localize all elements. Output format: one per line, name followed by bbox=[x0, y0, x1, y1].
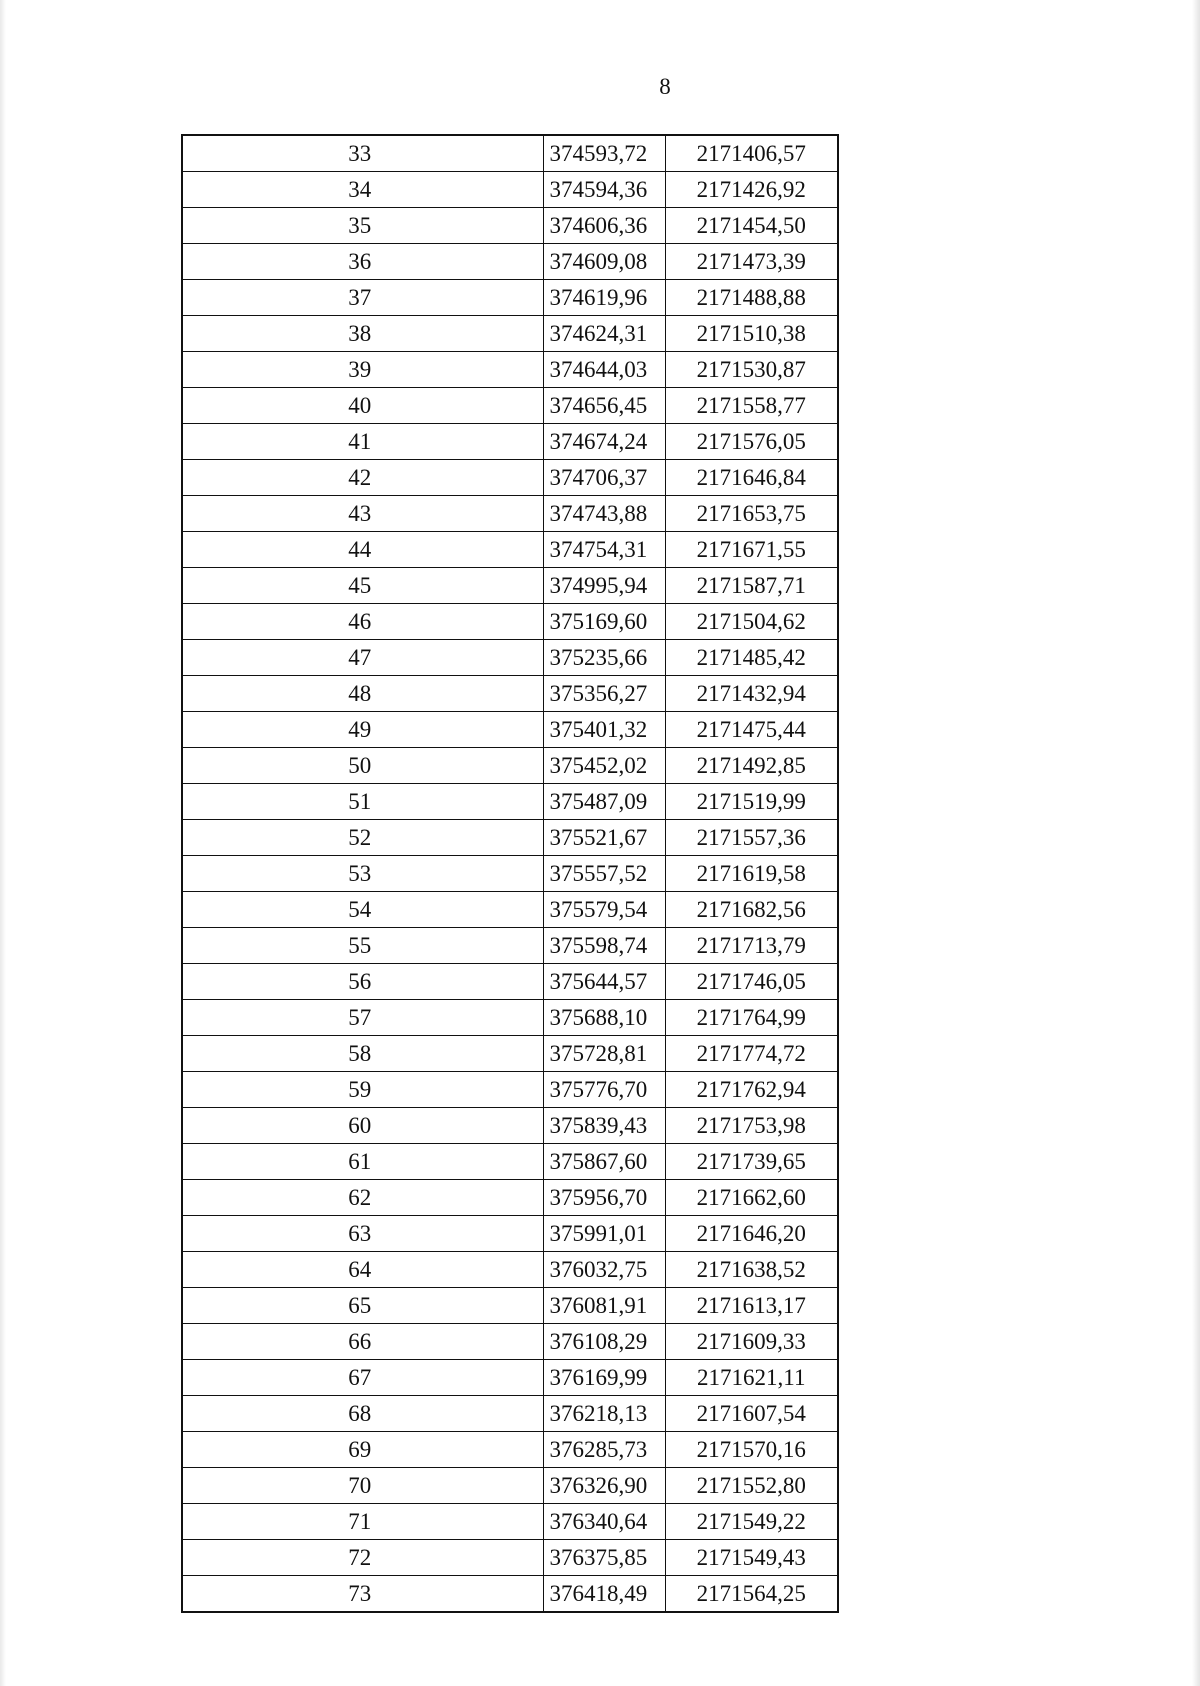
point-number-cell: 42 bbox=[182, 460, 543, 496]
point-number-cell: 45 bbox=[182, 568, 543, 604]
y-coordinate-cell: 2171762,94 bbox=[665, 1072, 838, 1108]
y-coordinate-cell: 2171473,39 bbox=[665, 244, 838, 280]
x-coordinate-cell: 374706,37 bbox=[543, 460, 665, 496]
y-coordinate-cell: 2171638,52 bbox=[665, 1252, 838, 1288]
y-coordinate-cell: 2171558,77 bbox=[665, 388, 838, 424]
page-number: 8 bbox=[659, 74, 671, 99]
table-row bbox=[182, 748, 838, 784]
table-row bbox=[182, 1072, 838, 1108]
x-coordinate-cell: 374743,88 bbox=[543, 496, 665, 532]
point-number-cell: 67 bbox=[182, 1360, 543, 1396]
x-coordinate-cell: 375867,60 bbox=[543, 1144, 665, 1180]
coordinates-table bbox=[181, 134, 839, 1613]
y-coordinate-cell: 2171653,75 bbox=[665, 496, 838, 532]
point-number-cell: 40 bbox=[182, 388, 543, 424]
table-row bbox=[182, 676, 838, 712]
point-number-cell: 36 bbox=[182, 244, 543, 280]
table-row bbox=[182, 1324, 838, 1360]
x-coordinate-cell: 375579,54 bbox=[543, 892, 665, 928]
x-coordinate-cell: 376081,91 bbox=[543, 1288, 665, 1324]
x-coordinate-cell: 375169,60 bbox=[543, 604, 665, 640]
table-row bbox=[182, 1468, 838, 1504]
point-number-cell: 66 bbox=[182, 1324, 543, 1360]
table-row bbox=[182, 1000, 838, 1036]
y-coordinate-cell: 2171406,57 bbox=[665, 135, 838, 172]
x-coordinate-cell: 375839,43 bbox=[543, 1108, 665, 1144]
point-number-cell: 57 bbox=[182, 1000, 543, 1036]
table-row bbox=[182, 135, 838, 172]
y-coordinate-cell: 2171549,22 bbox=[665, 1504, 838, 1540]
y-coordinate-cell: 2171682,56 bbox=[665, 892, 838, 928]
table-row bbox=[182, 820, 838, 856]
table-row bbox=[182, 280, 838, 316]
table-row bbox=[182, 1360, 838, 1396]
point-number-cell: 73 bbox=[182, 1576, 543, 1613]
y-coordinate-cell: 2171613,17 bbox=[665, 1288, 838, 1324]
x-coordinate-cell: 375235,66 bbox=[543, 640, 665, 676]
table-row bbox=[182, 1396, 838, 1432]
y-coordinate-cell: 2171492,85 bbox=[665, 748, 838, 784]
y-coordinate-cell: 2171504,62 bbox=[665, 604, 838, 640]
y-coordinate-cell: 2171570,16 bbox=[665, 1432, 838, 1468]
x-coordinate-cell: 376375,85 bbox=[543, 1540, 665, 1576]
point-number-cell: 37 bbox=[182, 280, 543, 316]
table-row bbox=[182, 892, 838, 928]
x-coordinate-cell: 376418,49 bbox=[543, 1576, 665, 1613]
x-coordinate-cell: 376032,75 bbox=[543, 1252, 665, 1288]
x-coordinate-cell: 375487,09 bbox=[543, 784, 665, 820]
x-coordinate-cell: 374593,72 bbox=[543, 135, 665, 172]
x-coordinate-cell: 374674,24 bbox=[543, 424, 665, 460]
table-row bbox=[182, 316, 838, 352]
point-number-cell: 43 bbox=[182, 496, 543, 532]
table-row bbox=[182, 640, 838, 676]
point-number-cell: 44 bbox=[182, 532, 543, 568]
table-row bbox=[182, 604, 838, 640]
x-coordinate-cell: 374619,96 bbox=[543, 280, 665, 316]
table-row bbox=[182, 1180, 838, 1216]
y-coordinate-cell: 2171530,87 bbox=[665, 352, 838, 388]
point-number-cell: 35 bbox=[182, 208, 543, 244]
y-coordinate-cell: 2171609,33 bbox=[665, 1324, 838, 1360]
point-number-cell: 34 bbox=[182, 172, 543, 208]
table-row bbox=[182, 928, 838, 964]
table-row bbox=[182, 1432, 838, 1468]
point-number-cell: 72 bbox=[182, 1540, 543, 1576]
y-coordinate-cell: 2171488,88 bbox=[665, 280, 838, 316]
point-number-cell: 65 bbox=[182, 1288, 543, 1324]
table-row bbox=[182, 1288, 838, 1324]
point-number-cell: 71 bbox=[182, 1504, 543, 1540]
y-coordinate-cell: 2171646,84 bbox=[665, 460, 838, 496]
x-coordinate-cell: 376218,13 bbox=[543, 1396, 665, 1432]
x-coordinate-cell: 376326,90 bbox=[543, 1468, 665, 1504]
x-coordinate-cell: 376285,73 bbox=[543, 1432, 665, 1468]
point-number-cell: 41 bbox=[182, 424, 543, 460]
point-number-cell: 38 bbox=[182, 316, 543, 352]
page-edge-left bbox=[0, 0, 6, 1686]
point-number-cell: 55 bbox=[182, 928, 543, 964]
point-number-cell: 62 bbox=[182, 1180, 543, 1216]
x-coordinate-cell: 375728,81 bbox=[543, 1036, 665, 1072]
y-coordinate-cell: 2171510,38 bbox=[665, 316, 838, 352]
point-number-cell: 59 bbox=[182, 1072, 543, 1108]
y-coordinate-cell: 2171576,05 bbox=[665, 424, 838, 460]
x-coordinate-cell: 374594,36 bbox=[543, 172, 665, 208]
y-coordinate-cell: 2171564,25 bbox=[665, 1576, 838, 1613]
y-coordinate-cell: 2171662,60 bbox=[665, 1180, 838, 1216]
y-coordinate-cell: 2171621,11 bbox=[665, 1360, 838, 1396]
point-number-cell: 63 bbox=[182, 1216, 543, 1252]
y-coordinate-cell: 2171454,50 bbox=[665, 208, 838, 244]
point-number-cell: 64 bbox=[182, 1252, 543, 1288]
point-number-cell: 47 bbox=[182, 640, 543, 676]
x-coordinate-cell: 375688,10 bbox=[543, 1000, 665, 1036]
y-coordinate-cell: 2171746,05 bbox=[665, 964, 838, 1000]
y-coordinate-cell: 2171475,44 bbox=[665, 712, 838, 748]
point-number-cell: 70 bbox=[182, 1468, 543, 1504]
table-row bbox=[182, 1252, 838, 1288]
y-coordinate-cell: 2171587,71 bbox=[665, 568, 838, 604]
x-coordinate-cell: 376108,29 bbox=[543, 1324, 665, 1360]
table-row bbox=[182, 172, 838, 208]
table-row bbox=[182, 496, 838, 532]
table-row bbox=[182, 352, 838, 388]
table-row bbox=[182, 208, 838, 244]
y-coordinate-cell: 2171557,36 bbox=[665, 820, 838, 856]
y-coordinate-cell: 2171519,99 bbox=[665, 784, 838, 820]
table-row bbox=[182, 1144, 838, 1180]
x-coordinate-cell: 374606,36 bbox=[543, 208, 665, 244]
point-number-cell: 60 bbox=[182, 1108, 543, 1144]
y-coordinate-cell: 2171607,54 bbox=[665, 1396, 838, 1432]
table-row bbox=[182, 460, 838, 496]
x-coordinate-cell: 375598,74 bbox=[543, 928, 665, 964]
x-coordinate-cell: 374754,31 bbox=[543, 532, 665, 568]
table-row bbox=[182, 712, 838, 748]
x-coordinate-cell: 374609,08 bbox=[543, 244, 665, 280]
point-number-cell: 51 bbox=[182, 784, 543, 820]
page-edge-right bbox=[1192, 0, 1200, 1686]
x-coordinate-cell: 375557,52 bbox=[543, 856, 665, 892]
table-row bbox=[182, 856, 838, 892]
x-coordinate-cell: 375991,01 bbox=[543, 1216, 665, 1252]
y-coordinate-cell: 2171774,72 bbox=[665, 1036, 838, 1072]
y-coordinate-cell: 2171549,43 bbox=[665, 1540, 838, 1576]
x-coordinate-cell: 375356,27 bbox=[543, 676, 665, 712]
y-coordinate-cell: 2171432,94 bbox=[665, 676, 838, 712]
table-row bbox=[182, 244, 838, 280]
point-number-cell: 39 bbox=[182, 352, 543, 388]
point-number-cell: 69 bbox=[182, 1432, 543, 1468]
y-coordinate-cell: 2171485,42 bbox=[665, 640, 838, 676]
x-coordinate-cell: 374995,94 bbox=[543, 568, 665, 604]
table-row bbox=[182, 784, 838, 820]
point-number-cell: 53 bbox=[182, 856, 543, 892]
y-coordinate-cell: 2171713,79 bbox=[665, 928, 838, 964]
x-coordinate-cell: 375401,32 bbox=[543, 712, 665, 748]
x-coordinate-cell: 376340,64 bbox=[543, 1504, 665, 1540]
table-row bbox=[182, 1036, 838, 1072]
table-row bbox=[182, 1576, 838, 1613]
y-coordinate-cell: 2171426,92 bbox=[665, 172, 838, 208]
table-row bbox=[182, 964, 838, 1000]
coordinates-table-body bbox=[182, 135, 838, 1612]
table-row bbox=[182, 1504, 838, 1540]
y-coordinate-cell: 2171739,65 bbox=[665, 1144, 838, 1180]
point-number-cell: 52 bbox=[182, 820, 543, 856]
table-row bbox=[182, 424, 838, 460]
x-coordinate-cell: 375521,67 bbox=[543, 820, 665, 856]
point-number-cell: 48 bbox=[182, 676, 543, 712]
x-coordinate-cell: 374656,45 bbox=[543, 388, 665, 424]
point-number-cell: 50 bbox=[182, 748, 543, 784]
x-coordinate-cell: 375956,70 bbox=[543, 1180, 665, 1216]
point-number-cell: 68 bbox=[182, 1396, 543, 1432]
y-coordinate-cell: 2171552,80 bbox=[665, 1468, 838, 1504]
point-number-cell: 54 bbox=[182, 892, 543, 928]
point-number-cell: 58 bbox=[182, 1036, 543, 1072]
table-row bbox=[182, 1540, 838, 1576]
table-row bbox=[182, 1216, 838, 1252]
x-coordinate-cell: 374644,03 bbox=[543, 352, 665, 388]
table-row bbox=[182, 568, 838, 604]
x-coordinate-cell: 375452,02 bbox=[543, 748, 665, 784]
point-number-cell: 46 bbox=[182, 604, 543, 640]
point-number-cell: 33 bbox=[182, 135, 543, 172]
x-coordinate-cell: 374624,31 bbox=[543, 316, 665, 352]
y-coordinate-cell: 2171753,98 bbox=[665, 1108, 838, 1144]
point-number-cell: 49 bbox=[182, 712, 543, 748]
table-row bbox=[182, 1108, 838, 1144]
point-number-cell: 56 bbox=[182, 964, 543, 1000]
y-coordinate-cell: 2171671,55 bbox=[665, 532, 838, 568]
table-row bbox=[182, 532, 838, 568]
x-coordinate-cell: 376169,99 bbox=[543, 1360, 665, 1396]
y-coordinate-cell: 2171764,99 bbox=[665, 1000, 838, 1036]
x-coordinate-cell: 375644,57 bbox=[543, 964, 665, 1000]
table-row bbox=[182, 388, 838, 424]
x-coordinate-cell: 375776,70 bbox=[543, 1072, 665, 1108]
point-number-cell: 61 bbox=[182, 1144, 543, 1180]
y-coordinate-cell: 2171619,58 bbox=[665, 856, 838, 892]
y-coordinate-cell: 2171646,20 bbox=[665, 1216, 838, 1252]
